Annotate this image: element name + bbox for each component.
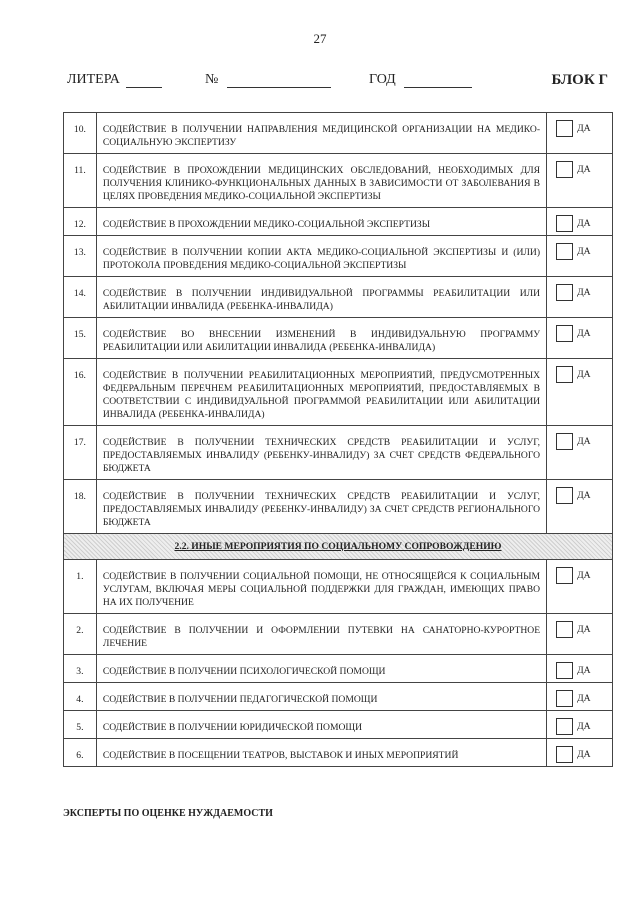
row-number: 16.	[64, 359, 97, 426]
row-number: 11.	[64, 154, 97, 208]
yes-checkbox[interactable]	[556, 215, 573, 232]
table-row	[64, 655, 613, 683]
table-row	[64, 426, 613, 480]
block-label: БЛОК Г	[551, 72, 608, 88]
row-text: СОДЕЙСТВИЕ В ПОЛУЧЕНИИ ПЕДАГОГИЧЕСКОЙ ПОМОЩИ	[96, 683, 546, 711]
yes-checkbox[interactable]	[556, 161, 573, 178]
yes-checkbox-cell	[547, 236, 613, 277]
yes-checkbox-label: ДА	[577, 624, 591, 635]
row-number: 2.	[64, 614, 97, 655]
number-label: №	[205, 72, 219, 87]
yes-checkbox-label: ДА	[577, 164, 591, 175]
litera-field	[67, 72, 162, 88]
yes-checkbox-cell	[547, 560, 613, 614]
yes-checkbox[interactable]	[556, 284, 573, 301]
yes-checkbox-cell	[547, 683, 613, 711]
table-row	[64, 318, 613, 359]
row-number: 5.	[64, 711, 97, 739]
yes-checkbox-cell	[547, 711, 613, 739]
yes-checkbox-cell	[547, 614, 613, 655]
table-row	[64, 208, 613, 236]
year-field	[369, 72, 472, 88]
year-input-line[interactable]	[404, 73, 472, 88]
table-row	[64, 236, 613, 277]
table-row	[64, 683, 613, 711]
litera-label: ЛИТЕРА	[67, 72, 120, 87]
row-text: СОДЕЙСТВИЕ В ПРОХОЖДЕНИИ МЕДИКО-СОЦИАЛЬНОЙ ЭКСПЕРТИЗЫ	[96, 208, 546, 236]
row-text: СОДЕЙСТВИЕ В ПОЛУЧЕНИИ ЮРИДИЧЕСКОЙ ПОМОЩИ	[96, 711, 546, 739]
row-number: 14.	[64, 277, 97, 318]
yes-checkbox-cell	[547, 480, 613, 534]
yes-checkbox-label: ДА	[577, 749, 591, 760]
yes-checkbox-label: ДА	[577, 721, 591, 732]
row-text: СОДЕЙСТВИЕ В ПОЛУЧЕНИИ СОЦИАЛЬНОЙ ПОМОЩИ, НЕ ОТНОСЯЩЕЙСЯ К СОЦИАЛЬНЫМ УСЛУГАМ, ВКЛЮЧАЯ МЕРЫ СОЦИАЛЬНОЙ ПОДДЕРЖКИ ДЛЯ ГРАЖДАН, ИМЕЮЩИХ ПРАВО НА ИХ ПОЛУЧЕНИЕ	[96, 560, 546, 614]
table-row	[64, 614, 613, 655]
row-number: 10.	[64, 113, 97, 154]
year-label: ГОД	[369, 72, 396, 87]
number-field	[205, 72, 331, 88]
yes-checkbox-label: ДА	[577, 218, 591, 229]
footer-experts-heading: ЭКСПЕРТЫ ПО ОЦЕНКЕ НУЖДАЕМОСТИ	[63, 808, 273, 819]
yes-checkbox-label: ДА	[577, 436, 591, 447]
section-header-row	[64, 534, 613, 560]
row-text: СОДЕЙСТВИЕ В ПОЛУЧЕНИИ ТЕХНИЧЕСКИХ СРЕДСТВ РЕАБИЛИТАЦИИ И УСЛУГ, ПРЕДОСТАВЛЯЕМЫХ ИНВАЛИДУ (РЕБЕНКУ-ИНВАЛИДУ) ЗА СЧЕТ СРЕДСТВ РЕГИОНАЛЬНОГО БЮДЖЕТА	[96, 480, 546, 534]
services-table	[63, 112, 613, 767]
row-number: 4.	[64, 683, 97, 711]
yes-checkbox-cell	[547, 113, 613, 154]
yes-checkbox-cell	[547, 739, 613, 767]
row-text: СОДЕЙСТВИЕ В ПРОХОЖДЕНИИ МЕДИЦИНСКИХ ОБСЛЕДОВАНИЙ, НЕОБХОДИМЫХ ДЛЯ ПОЛУЧЕНИЯ КЛИНИКО-ФУНКЦИОНАЛЬНЫХ ДАННЫХ В ЗАВИСИМОСТИ ОТ ЗАБОЛЕВАНИЯ В ЦЕЛЯХ ПРОВЕДЕНИЯ МЕДИКО-СОЦИАЛЬНОЙ ЭКСПЕРТИЗЫ	[96, 154, 546, 208]
yes-checkbox-label: ДА	[577, 123, 591, 134]
yes-checkbox[interactable]	[556, 433, 573, 450]
table-row	[64, 480, 613, 534]
yes-checkbox[interactable]	[556, 746, 573, 763]
yes-checkbox[interactable]	[556, 662, 573, 679]
yes-checkbox-cell	[547, 359, 613, 426]
row-number: 17.	[64, 426, 97, 480]
row-number: 18.	[64, 480, 97, 534]
yes-checkbox-label: ДА	[577, 328, 591, 339]
yes-checkbox[interactable]	[556, 120, 573, 137]
services-table-body	[64, 113, 613, 534]
table-row	[64, 359, 613, 426]
section-title: 2.2. ИНЫЕ МЕРОПРИЯТИЯ ПО СОЦИАЛЬНОМУ СОПРОВОЖДЕНИЮ	[64, 534, 613, 560]
yes-checkbox-label: ДА	[577, 246, 591, 257]
yes-checkbox[interactable]	[556, 325, 573, 342]
yes-checkbox-cell	[547, 426, 613, 480]
page-number: 27	[313, 31, 327, 46]
yes-checkbox-label: ДА	[577, 490, 591, 501]
yes-checkbox-label: ДА	[577, 693, 591, 704]
yes-checkbox[interactable]	[556, 567, 573, 584]
row-text: СОДЕЙСТВИЕ В ПОЛУЧЕНИИ ИНДИВИДУАЛЬНОЙ ПРОГРАММЫ РЕАБИЛИТАЦИИ ИЛИ АБИЛИТАЦИИ ИНВАЛИДА (РЕБЕНКА-ИНВАЛИДА)	[96, 277, 546, 318]
litera-input-line[interactable]	[126, 73, 162, 88]
yes-checkbox-label: ДА	[577, 287, 591, 298]
other-services-table-body	[64, 560, 613, 767]
yes-checkbox[interactable]	[556, 718, 573, 735]
number-input-line[interactable]	[227, 73, 331, 88]
table-row	[64, 560, 613, 614]
yes-checkbox[interactable]	[556, 366, 573, 383]
row-text: СОДЕЙСТВИЕ В ПОСЕЩЕНИИ ТЕАТРОВ, ВЫСТАВОК И ИНЫХ МЕРОПРИЯТИЙ	[96, 739, 546, 767]
row-number: 1.	[64, 560, 97, 614]
yes-checkbox[interactable]	[556, 690, 573, 707]
table-row	[64, 154, 613, 208]
form-header	[65, 72, 610, 92]
row-text: СОДЕЙСТВИЕ В ПОЛУЧЕНИИ ПСИХОЛОГИЧЕСКОЙ ПОМОЩИ	[96, 655, 546, 683]
row-text: СОДЕЙСТВИЕ В ПОЛУЧЕНИИ РЕАБИЛИТАЦИОННЫХ МЕРОПРИЯТИЙ, ПРЕДУСМОТРЕННЫХ ФЕДЕРАЛЬНЫМ ПЕРЕЧНЕМ РЕАБИЛИТАЦИОННЫХ МЕРОПРИЯТИЙ, ПРЕДОСТАВЛЯЕМЫХ В СООТВЕТСТВИИ С ИНДИВИДУАЛЬНОЙ ПРОГРАММОЙ РЕАБИЛИТАЦИИ ИЛИ АБИЛИТАЦИИ ИНВАЛИДА (РЕБЕНКА-ИНВАЛИДА)	[96, 359, 546, 426]
row-text: СОДЕЙСТВИЕ ВО ВНЕСЕНИИ ИЗМЕНЕНИЙ В ИНДИВИДУАЛЬНУЮ ПРОГРАММУ РЕАБИЛИТАЦИИ ИЛИ АБИЛИТАЦИИ ИНВАЛИДА (РЕБЕНКА-ИНВАЛИДА)	[96, 318, 546, 359]
row-number: 12.	[64, 208, 97, 236]
row-text: СОДЕЙСТВИЕ В ПОЛУЧЕНИИ И ОФОРМЛЕНИИ ПУТЕВКИ НА САНАТОРНО-КУРОРТНОЕ ЛЕЧЕНИЕ	[96, 614, 546, 655]
yes-checkbox-label: ДА	[577, 665, 591, 676]
row-text: СОДЕЙСТВИЕ В ПОЛУЧЕНИИ ТЕХНИЧЕСКИХ СРЕДСТВ РЕАБИЛИТАЦИИ И УСЛУГ, ПРЕДОСТАВЛЯЕМЫХ ИНВАЛИДУ (РЕБЕНКУ-ИНВАЛИДУ) ЗА СЧЕТ СРЕДСТВ ФЕДЕРАЛЬНОГО БЮДЖЕТА	[96, 426, 546, 480]
yes-checkbox-label: ДА	[577, 369, 591, 380]
yes-checkbox[interactable]	[556, 487, 573, 504]
yes-checkbox-cell	[547, 318, 613, 359]
row-number: 15.	[64, 318, 97, 359]
row-text: СОДЕЙСТВИЕ В ПОЛУЧЕНИИ КОПИИ АКТА МЕДИКО-СОЦИАЛЬНОЙ ЭКСПЕРТИЗЫ И (ИЛИ) ПРОТОКОЛА ПРОВЕДЕНИЯ МЕДИКО-СОЦИАЛЬНОЙ ЭКСПЕРТИЗЫ	[96, 236, 546, 277]
table-row	[64, 739, 613, 767]
yes-checkbox[interactable]	[556, 243, 573, 260]
yes-checkbox-cell	[547, 655, 613, 683]
row-text: СОДЕЙСТВИЕ В ПОЛУЧЕНИИ НАПРАВЛЕНИЯ МЕДИЦИНСКОЙ ОРГАНИЗАЦИИ НА МЕДИКО-СОЦИАЛЬНУЮ ЭКСПЕРТИЗУ	[96, 113, 546, 154]
row-number: 3.	[64, 655, 97, 683]
yes-checkbox[interactable]	[556, 621, 573, 638]
yes-checkbox-cell	[547, 277, 613, 318]
yes-checkbox-label: ДА	[577, 570, 591, 581]
table-row	[64, 277, 613, 318]
row-number: 13.	[64, 236, 97, 277]
table-row	[64, 113, 613, 154]
table-row	[64, 711, 613, 739]
yes-checkbox-cell	[547, 208, 613, 236]
row-number: 6.	[64, 739, 97, 767]
yes-checkbox-cell	[547, 154, 613, 208]
